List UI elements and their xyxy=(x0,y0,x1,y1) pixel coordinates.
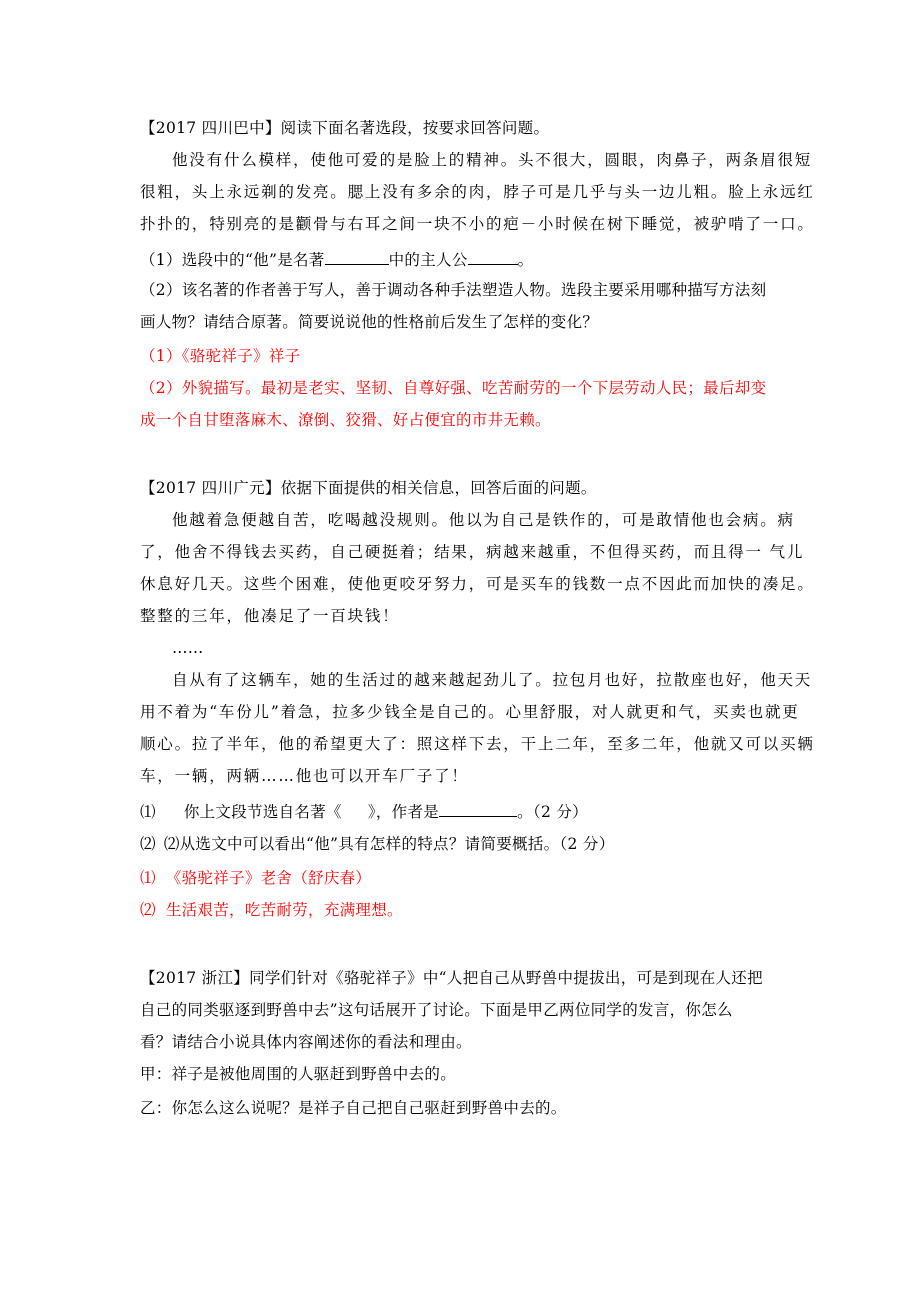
q2-passage-line: 他越着急便越自苦，吃喝越没规则。他以为自己是铁作的，可是敢情他也会病。病 xyxy=(172,511,795,529)
q2-passage-line: 休息好几天。这些个困难，使他更咬牙努力，可是买车的钱数一点不因此而加快的凑足。 xyxy=(140,575,815,593)
q1-header: 【2017 四川巴中】阅读下面名著选段，按要求回答问题。 xyxy=(140,119,550,137)
q3-line: 乙：你怎么这么说呢？是祥子自己把自己驱赶到野兽中去的。 xyxy=(140,1099,567,1117)
q2-sub1-mid: 》，作者是 xyxy=(367,803,440,821)
q2-passage-line: 了，他舍不得钱去买药，自己硬挺着；结果，病越来越重，不但得买药，而且得一 气儿 xyxy=(140,543,805,561)
q2-answer1-text: 《骆驼祥子》老舍（舒庆春） xyxy=(165,869,372,887)
q2-passage-line: 用不着为“车份儿”着急，拉多少钱全是自己的。心里舒服，对人就更和气，买卖也就更 xyxy=(140,703,800,721)
q2-sub1-number: ⑴ xyxy=(140,803,156,821)
q1-answer-line: 成一个自甘堕落麻木、潦倒、狡猾、好占便宜的市井无赖。 xyxy=(140,411,551,429)
q1-sub1-post: 。 xyxy=(517,251,534,269)
q1-subquestion-1 xyxy=(140,248,800,270)
q2-sub1-pre: 你上文段节选自名著《 xyxy=(183,803,342,821)
q2-sub1-post: 。（2 分） xyxy=(517,803,588,821)
q2-passage-line: 车，一辆，两辆……他也可以开车厂子了！ xyxy=(140,767,469,785)
q2-answer2-number: ⑵ xyxy=(140,901,156,919)
q2-subquestion-2 xyxy=(140,834,800,854)
q1-sub1-mid: 中的主人公 xyxy=(388,251,468,269)
q2-ellipsis: …… xyxy=(172,639,204,657)
answer-blank xyxy=(325,248,389,265)
q1-answer-line: （2）外貌描写。最初是老实、坚韧、自尊好强、吃苦耐劳的一个下层劳动人民；最后却变 xyxy=(140,379,767,397)
q3-line: 看？请结合小说具体内容阐述你的看法和理由。 xyxy=(140,1033,472,1051)
q2-passage-line: 整整的三年，他凑足了一百块钱！ xyxy=(140,607,400,625)
q2-answer2-text: 生活艰苦，吃苦耐劳，充满理想。 xyxy=(165,901,403,919)
q2-header: 【2017 四川广元】依据下面提供的相关信息，回答后面的问题。 xyxy=(140,479,597,497)
q1-passage-line: 扑扑的，特别亮的是颧骨与右耳之间一块不小的疤－小时候在树下睡觉，被驴啃了一口。 xyxy=(140,215,815,233)
q2-passage-line: 顺心。拉了半年，他的希望更大了：照这样下去，干上二年，至多二年，他就又可以买辆 xyxy=(140,735,815,753)
q1-sub1-pre: （1）选段中的“他”是名著 xyxy=(140,251,325,269)
q1-passage-line: 很粗，头上永远剃的发亮。腮上没有多余的肉，脖子可是几乎与头一边儿粗。脸上永远红 xyxy=(140,183,815,201)
q1-passage-line: 他没有什么模样，使他可爱的是脸上的精神。头不很大，圆眼，肉鼻子，两条眉很短 xyxy=(172,151,813,169)
q3-line: 自己的同类驱逐到野兽中去”这句话展开了讨论。下面是甲乙两位同学的发言，你怎么 xyxy=(140,1001,733,1019)
q2-subquestion-1 xyxy=(140,800,800,822)
answer-blank xyxy=(468,248,518,265)
q2-answer1-number: ⑴ xyxy=(140,869,156,887)
q1-subquestion-2: （2）该名著的作者善于写人，善于调动各种手法塑造人物。选段主要采用哪种描写方法刻 xyxy=(140,281,767,299)
q3-line: 甲：祥子是被他周围的人驱赶到野兽中去的。 xyxy=(140,1065,457,1083)
q2-passage-line: 自从有了这辆车，她的生活过的越来越起劲儿了。拉包月也好，拉散座也好，他天天 xyxy=(172,671,813,689)
q1-answer-line: （1）《骆驼祥子》祥子 xyxy=(140,347,301,365)
q2-sub2-text: ⑵从选文中可以看出“他”具有怎样的特点？请简要概括。（2 分） xyxy=(163,835,615,853)
q1-subquestion-2-cont: 画人物？请结合原著。简要说说他的性格前后发生了怎样的变化？ xyxy=(140,313,599,331)
answer-blank xyxy=(439,800,517,817)
q2-answer-2 xyxy=(140,900,800,920)
q2-answer-1 xyxy=(140,868,800,888)
q3-line: 【2017 浙江】同学们针对《骆驼祥子》中“人把自己从野兽中提拔出，可是到现在人还把 xyxy=(140,969,763,987)
q2-sub2-number: ⑵ xyxy=(140,835,156,853)
